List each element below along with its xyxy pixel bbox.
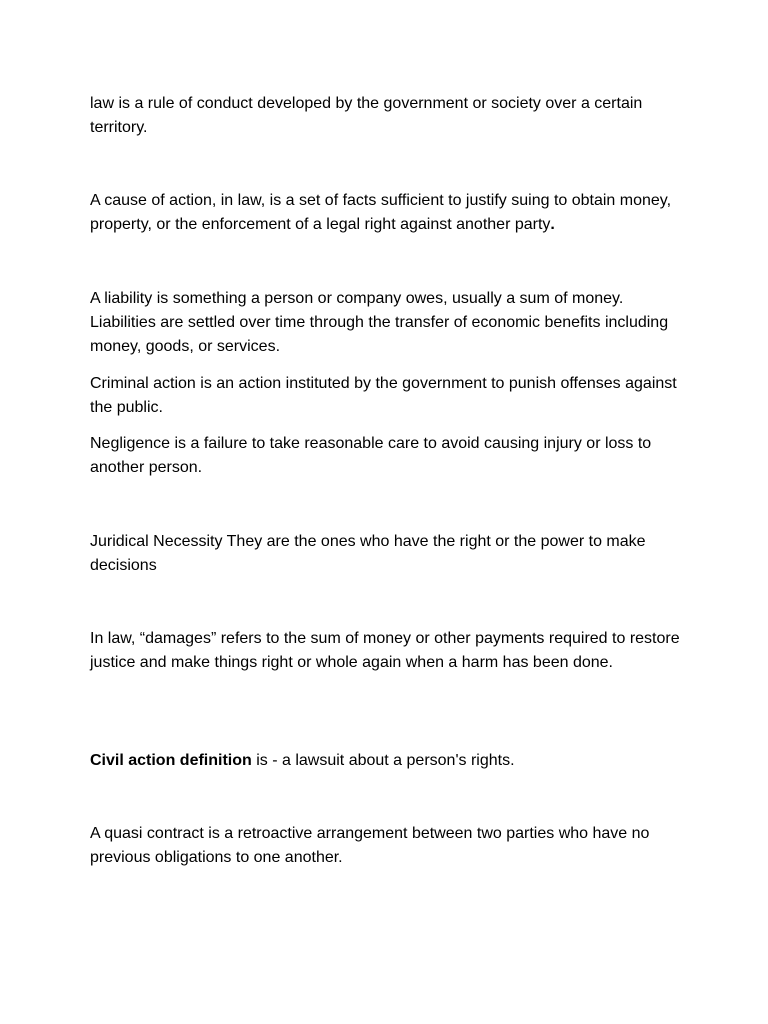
- bold-period: .: [550, 216, 555, 233]
- term-civil-action: Civil action definition: [90, 752, 252, 769]
- paragraph-negligence: [90, 432, 690, 480]
- paragraph-text: Negligence is a failure to take reasonable care to avoid causing injury or loss to another person.: [90, 435, 652, 476]
- paragraph-text: A liability is something a person or company owes, usually a sum of money. Liabilities are settled over time through the transfer of economic benefits including money, goods, or services.: [90, 290, 669, 355]
- paragraph-law-definition: [90, 92, 690, 140]
- paragraph-juridical-necessity: [90, 530, 690, 578]
- paragraph-liability: [90, 287, 690, 359]
- paragraph-cause-of-action: [90, 189, 690, 237]
- paragraph-text: A cause of action, in law, is a set of facts sufficient to justify suing to obtain money, property, or the enforcement of a legal right against another party: [90, 192, 672, 233]
- paragraph-quasi-contract: [90, 822, 690, 870]
- paragraph-text: law is a rule of conduct developed by the government or society over a certain territory.: [90, 95, 643, 136]
- paragraph-text: is - a lawsuit about a person's rights.: [251, 752, 515, 769]
- paragraph-civil-action: [90, 749, 690, 773]
- paragraph-text: Criminal action is an action instituted by the government to punish offenses against the public.: [90, 375, 677, 416]
- paragraph-criminal-action: [90, 372, 690, 420]
- paragraph-text: Juridical Necessity They are the ones who have the right or the power to make decisions: [90, 533, 646, 574]
- paragraph-text: In law, “damages” refers to the sum of money or other payments required to restore justice and make things right or whole again when a harm has been done.: [90, 630, 680, 671]
- paragraph-damages: [90, 627, 690, 675]
- paragraph-text: A quasi contract is a retroactive arrangement between two parties who have no previous obligations to one another.: [90, 825, 650, 866]
